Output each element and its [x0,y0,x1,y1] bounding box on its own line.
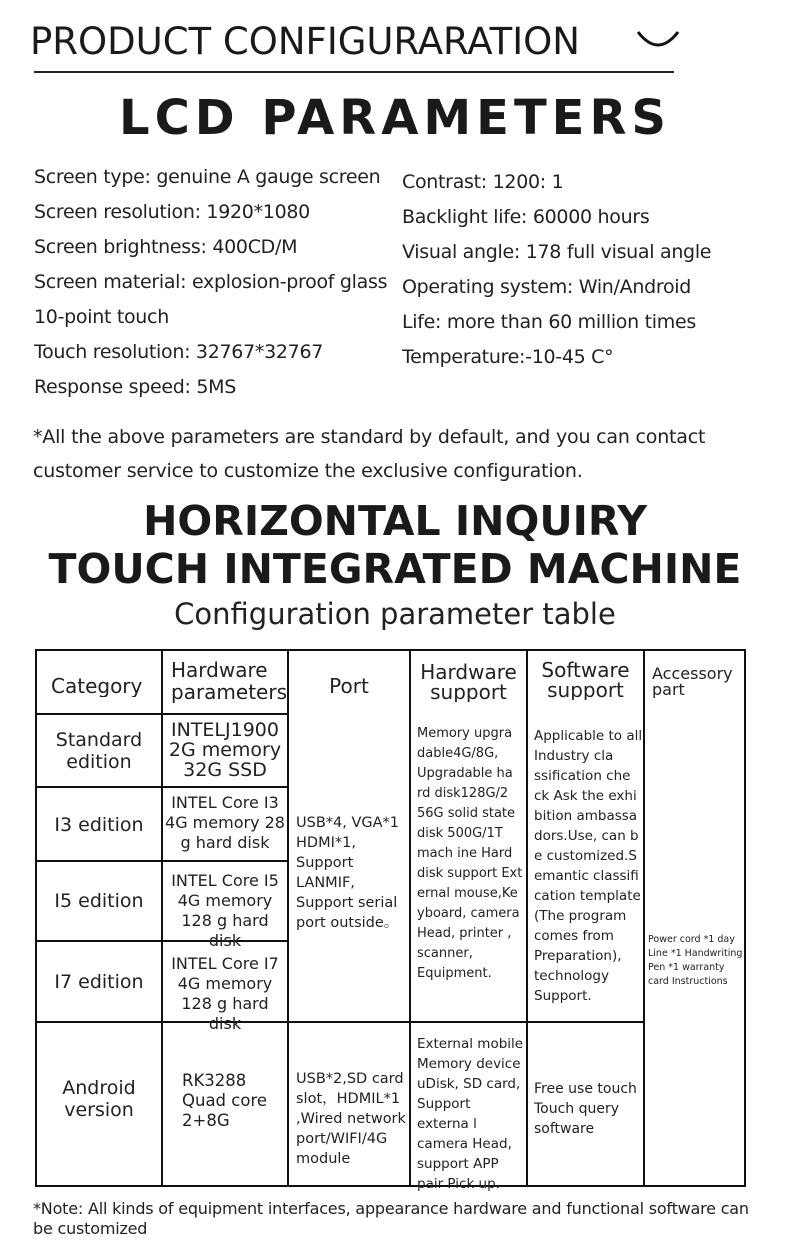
lcd-param-right: Backlight life: 60000 hours [402,206,650,228]
configuration-table [35,649,746,1192]
lcd-param-right: Contrast: 1200: 1 [402,171,564,193]
lcd-param-left: Screen brightness: 400CD/M [34,236,298,258]
header-divider [34,71,674,73]
lcd-param-right: Visual angle: 178 full visual angle [402,241,712,263]
accessory-cell: Power cord *1 day Line *1 Handwriting Pen *1 warranty card Instructions [648,934,743,987]
lcd-section-title: LCD PARAMETERS [118,90,671,146]
footnote: *Note: All kinds of equipment interfaces, appearance hardware and functional software can be customized [33,1199,749,1238]
header-hardware-support: Hardware support [420,662,517,702]
lcd-param-right: Operating system: Win/Android [402,276,692,298]
row-category-android: Android version [62,1077,136,1121]
chevron-down-icon [634,28,682,52]
row-hardware-i5: INTEL Core I5 4G memory 128 g hard disk [171,871,279,950]
row-hardware-i7: INTEL Core I7 4G memory 128 g hard disk [171,954,279,1033]
row-category-i5: I5 edition [54,890,144,912]
table-subtitle: Configuration parameter table [174,597,616,631]
lcd-param-left: Screen resolution: 1920*1080 [34,201,310,223]
row-category-i7: I7 edition [54,971,144,993]
row-category-i3: I3 edition [54,814,144,836]
lcd-param-left: 10-point touch [34,306,169,328]
product-title-line2: TOUCH INTEGRATED MACHINE [48,545,742,593]
lcd-param-right: Life: more than 60 million times [402,311,696,333]
header-port: Port [329,675,369,697]
intel-hardware-support-cell: Memory upgra dable4G/8G, Upgradable ha rd disk128G/2 56G solid state disk 500G/1T mach ine Hard disk support Ext ernal mouse,Ke yboard, camera Head, printer , scanner, Equipment. [417,726,523,981]
page-header-title: PRODUCT CONFIGURARATION [30,20,580,63]
row-hardware-i3: INTEL Core I3 4G memory 28 g hard disk [165,793,285,852]
intel-port-cell: USB*4, VGA*1 HDMI*1, Support LANMIF, Support serial port outside。 [296,815,400,931]
row-category-standard: Standard edition [55,729,143,773]
lcd-param-left: Screen type: genuine A gauge screen [34,166,381,188]
lcd-param-left: Screen material: explosion-proof glass [34,271,388,293]
product-title-line1: HORIZONTAL INQUIRY [143,497,647,545]
header-hardware-parameters: Hardware parameters [171,659,287,703]
lcd-param-left: Touch resolution: 32767*32767 [34,341,324,363]
android-hardware-support-cell: External mobile Memory device uDisk, SD card, Support externa l camera Head, support APP pair Pick up. [417,1036,524,1192]
header-category: Category [51,675,143,697]
row-hardware-standard: INTELJ1900 2G memory 32G SSD [168,720,282,780]
header-accessory-part: Accessory part [652,666,733,698]
lcd-param-left: Response speed: 5MS [34,376,236,398]
lcd-note: *All the above parameters are standard by default, and you can contact customer service to customize the exclusive configuration. [33,426,706,482]
row-hardware-android: RK3288 Quad core 2+8G [182,1071,268,1130]
lcd-param-right: Temperature:-10-45 C° [402,346,614,368]
android-software-support-cell: Free use touch Touch query software [534,1081,637,1137]
android-port-cell: USB*2,SD card slot，HDMIL*1 ,Wired network port/WIFI/4G module [296,1071,406,1167]
header-software-support: Software support [541,660,630,700]
intel-software-support-cell: Applicable to all Industry cla ssification che ck Ask the exhi bition ambassa dors.Use, can b e customized.S emantic classifi cation template (The program comes from Preparation), technology Support. [534,728,643,1004]
